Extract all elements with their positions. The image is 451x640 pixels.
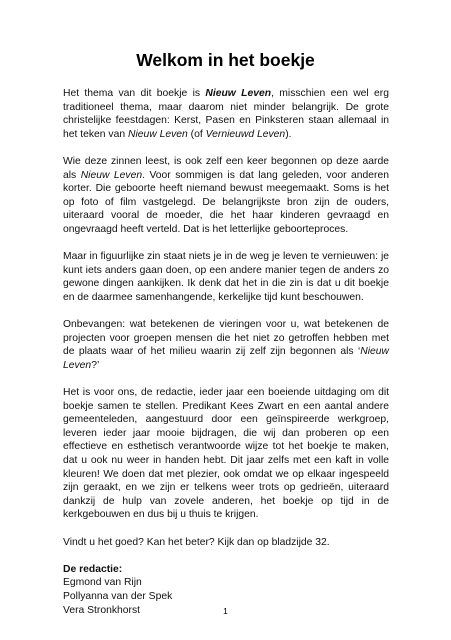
paragraph-text: Het thema van dit boekje is <box>63 88 206 99</box>
editor-name: Vera Stronkhorst <box>63 604 141 616</box>
editor-name: Pollyanna van der Spek <box>63 590 173 602</box>
paragraph-unbiased <box>63 318 389 372</box>
credits-heading: De redactie: <box>63 563 123 575</box>
paragraph-birth <box>63 155 389 237</box>
paragraph-text: Wie deze zinnen leest, is ook zelf een keer begonnen op deze aarde als <box>63 155 389 181</box>
paragraph-text: ). <box>285 128 292 140</box>
paragraph-text: , misschien een wel erg traditioneel thema, maar daarom niet minder belangrijk. De grote christelijke feestdagen: Kerst, Pasen en Pinksteren staan allemaal in het teken van <box>63 88 389 140</box>
emphasis-text: Nieuw Leven <box>63 346 389 371</box>
page-title: Welkom in het boekje <box>136 50 315 70</box>
paragraph-text: . Voor sommigen is dat lang geleden, voor anderen korter. Die geboorte heeft niemand bewust meegemaakt. Soms is het op foto of film vastgelegd. De belangrijkste bron zijn de ouders, uiteraard vooral de moeder, die het haar kinderen gevraagd en ongevraagd heeft verteld. Dat is het letterlijke geboorteproces. <box>63 169 389 235</box>
page-number: 1 <box>223 606 228 616</box>
emphasis-text: Nieuw Leven <box>80 169 143 181</box>
paragraph-question: Vindt u het goed? Kan het beter? Kijk dan op bladzijde 32. <box>63 536 330 548</box>
paragraph-text: (of <box>187 128 206 140</box>
emphasis-text: Vernieuwd Leven <box>205 128 286 140</box>
document-body <box>63 87 389 617</box>
editor-name: Egmond van Rijn <box>63 577 142 589</box>
paragraph-intro <box>63 87 389 141</box>
emphasis-text: Nieuw Leven <box>205 88 272 99</box>
paragraph-figurative: Maar in figuurlijke zin staat niets je in de weg je leven te vernieuwen: je kunt iets anders gaan doen, op een andere manier tegen de anders zo gewone dingen aankijken. Ik denk dat het in die zin is dat u dit boekje en de daarmee samenhangende, kerkelijke tijd kunt beschouwen. <box>63 251 389 303</box>
paragraph-editorial: Het is voor ons, de redactie, ieder jaar een boeiende uitdaging om dit boekje samen te stellen. Predikant Kees Zwart en een aantal andere gemeenteleden, aangestuurd door een geïnspireerde werkgroep, leveren ieder jaar mooie bijdragen, die wij dan proberen op een effectieve en esthetisch verantwoorde wijze tot het boekje te maken, dat u ook nu weer in handen hebt. Dit jaar zelfs met een kaft in volle kleuren! We doen dat met plezier, ook omdat we op elkaar ingespeeld zijn geraakt, en we zijn er telkens weer trots op gedrieën, uiteraard dankzij de hulp van zovele anderen, het boekje op tijd in de kerkgebouwen en dus bij u thuis te krijgen. <box>63 387 389 521</box>
emphasis-text: Nieuw Leven <box>127 128 188 140</box>
paragraph-text: ?’ <box>91 359 100 371</box>
paragraph-text: Onbevangen: wat betekenen de vieringen voor u, wat betekenen de projecten voor groepen mensen die het niet zo getroffen hebben met de plaats waar of het milieu waarin zij zelf zijn begonnen als ‘ <box>63 319 389 358</box>
